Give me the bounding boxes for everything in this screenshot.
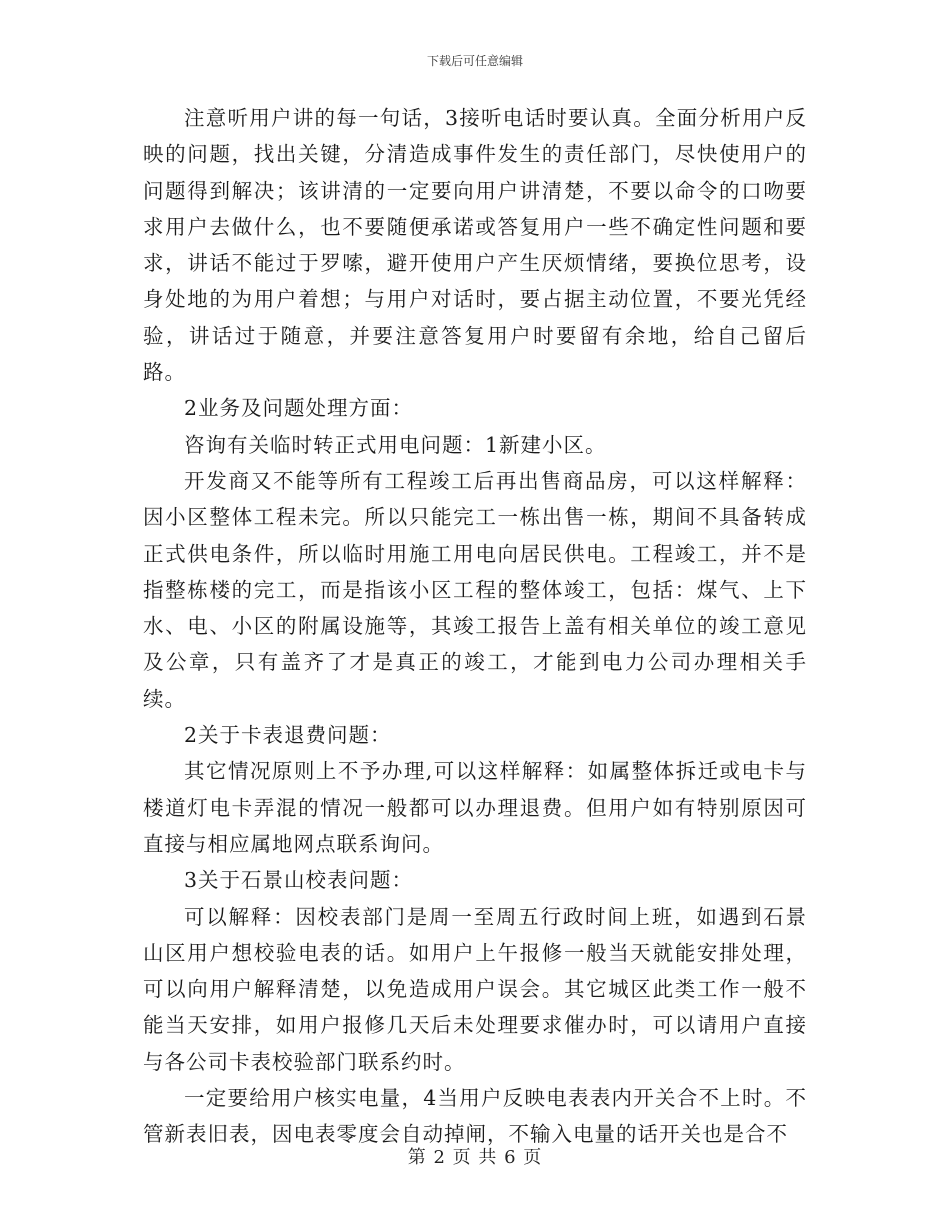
- paragraph-refund-explanation: 其它情况原则上不予办理,可以这样解释：如属整体拆迁或电卡与楼道灯电卡弄混的情况一般都可以办理退费。但用户如有特别原因可直接与相应属地网点联系询问。: [143, 759, 807, 856]
- page-number: 第 2 页 共 6 页: [407, 1147, 543, 1168]
- paragraph-verify-electricity: 一定要给用户核实电量，4当用户反映电表表内开关合不上时。不管新表旧表，因电表零度会自动掉闸，不输入电量的话开关也是合不: [143, 1086, 807, 1147]
- paragraph-section-card-meter-refund: 2关于卡表退费问题：: [184, 723, 392, 748]
- paragraph-temporary-power-question: 咨询有关临时转正式用电问题：1新建小区。: [184, 432, 607, 457]
- paragraph-developer-explanation: 开发商又不能等所有工程竣工后再出售商品房，可以这样解释：因小区整体工程未完。所以只能完工一栋出售一栋，期间不具备转成正式供电条件，所以临时用施工用电向居民供电。工程竣工，并不是指整栋楼的完工，而是指该小区工程的整体竣工，包括：煤气、上下水、电、小区的附属设施等，其竣工报告上盖有相关单位的竣工意见及公章，只有盖齐了才是真正的竣工，才能到电力公司办理相关手续。: [143, 468, 807, 711]
- paragraph-section-meter-calibration: 3关于石景山校表问题：: [184, 868, 414, 893]
- paragraph-section-business: 2业务及问题处理方面：: [184, 396, 414, 421]
- document-body: [143, 100, 807, 1153]
- page-header: 下载后可任意编辑: [426, 54, 523, 68]
- paragraph-phone-etiquette: 注意听用户讲的每一句话，3接听电话时要认真。全面分析用户反映的问题，找出关键，分清造成事件发生的责任部门，尽快使用户的问题得到解决；该讲清的一定要向用户讲清楚，不要以命令的口吻要求用户去做什么，也不要随便承诺或答复用户一些不确定性问题和要求，讲话不能过于罗嗦，避开使用户产生厌烦情绪，要换位思考，设身处地的为用户着想；与用户对话时，要占据主动位置，不要光凭经验，讲话过于随意，并要注意答复用户时要留有余地，给自己留后路。: [143, 106, 807, 385]
- paragraph-calibration-explanation: 可以解释：因校表部门是周一至周五行政时间上班，如遇到石景山区用户想校验电表的话。如用户上午报修一般当天就能安排处理，可以向用户解释清楚，以免造成用户误会。其它城区此类工作一般不能当天安排，如用户报修几天后未处理要求催办时，可以请用户直接与各公司卡表校验部门联系约时。: [143, 904, 807, 1074]
